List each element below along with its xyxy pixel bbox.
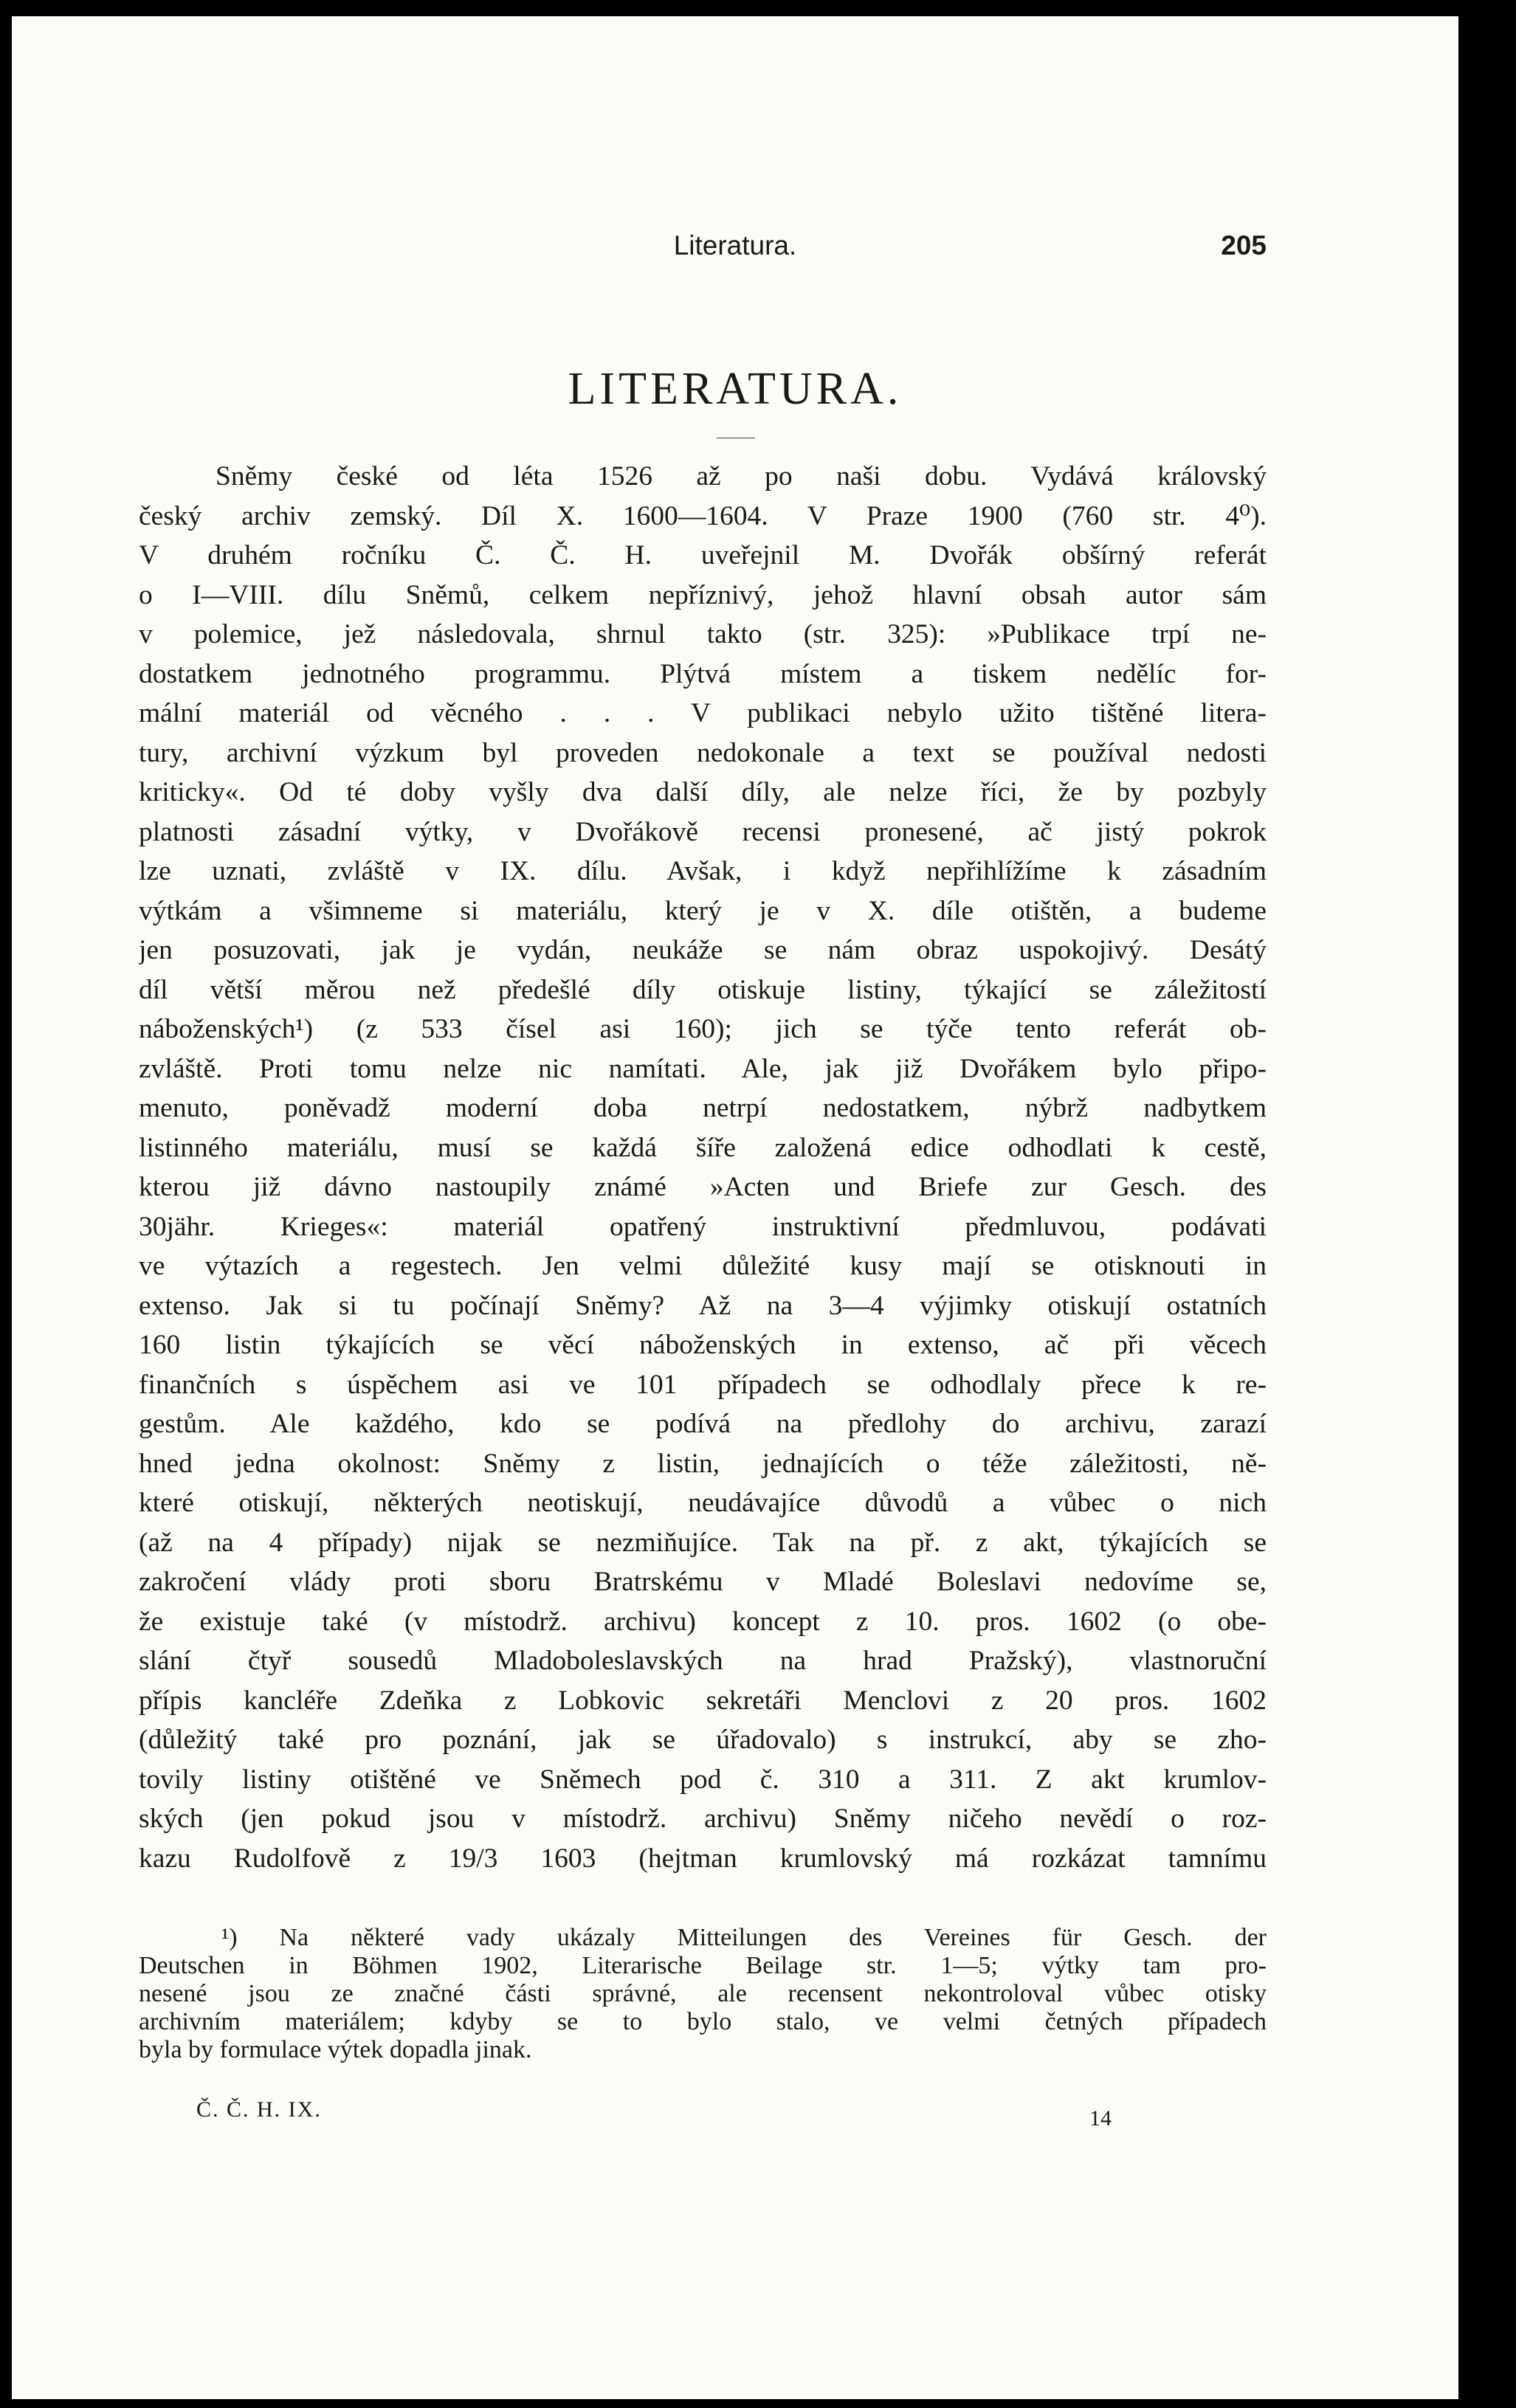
footnote-line: ¹) Na některé vady ukázaly Mitteilungen des Vereines für Gesch. der xyxy=(221,1924,1267,1951)
footnote-line: nesené jsou ze značné části správné, ale recensent nekontroloval vůbec otisky xyxy=(139,1980,1267,2007)
body-line: o I—VIII. dílu Sněmů, celkem nepříznivý, jehož hlavní obsah autor sám xyxy=(139,579,1267,610)
footnote-line: Deutschen in Böhmen 1902, Literarische Beilage str. 1—5; výtky tam pro- xyxy=(139,1952,1267,1979)
body-line: (až na 4 případy) nijak se nezmiňujíce. Tak na př. z akt, týkajících se xyxy=(139,1527,1267,1558)
body-line: finančních s úspěchem asi ve 101 případech se odhodlaly přece k re- xyxy=(139,1369,1267,1400)
body-line: přípis kancléře Zdeňka z Lobkovic sekretáři Menclovi z 20 pros. 1602 xyxy=(139,1685,1267,1716)
body-line: ských (jen pokud jsou v místodrž. archivu) Sněmy ničeho nevědí o roz- xyxy=(139,1804,1267,1834)
body-line: výtkám a všimneme si materiálu, který je v X. díle otištěn, a budeme xyxy=(139,895,1267,926)
body-line: které otiskují, některých neotiskují, neudávajíce důvodů a vůbec o nich xyxy=(139,1488,1267,1518)
body-line: kazu Rudolfově z 19/3 1603 (hejtman krumlovský má rozkázat tamnímu xyxy=(139,1843,1267,1874)
body-line: (důležitý také pro poznání, jak se úřadovalo) s instrukcí, aby se zho- xyxy=(139,1725,1267,1755)
page xyxy=(12,16,1458,2399)
body-line: slání čtyř sousedů Mladoboleslavských na hrad Pražský), vlastnoruční xyxy=(139,1646,1267,1676)
body-line: listinného materiálu, musí se každá šíře založená edice odhodlati k cestě, xyxy=(139,1132,1267,1163)
page-number: 205 xyxy=(1221,230,1267,261)
body-line: Sněmy české od léta 1526 až po naši dobu. Vydává královský xyxy=(216,461,1267,491)
signature-mark: Č. Č. H. IX. xyxy=(196,2097,322,2122)
body-line: že existuje také (v místodrž. archivu) koncept z 10. pros. 1602 (o obe- xyxy=(139,1606,1267,1637)
footnote-line: archivním materiálem; kdyby se to bylo stalo, ve velmi četných případech xyxy=(139,2008,1267,2035)
sheet-number: 14 xyxy=(1089,2106,1112,2131)
running-title: Literatura. xyxy=(673,230,797,261)
body-line: platnosti zásadní výtky, v Dvořákově recensi pronesené, ač jistý pokrok xyxy=(139,816,1267,847)
body-line: dostatkem jednotného programmu. Plýtvá místem a tiskem nedělíc for- xyxy=(139,658,1267,689)
footnote xyxy=(139,1924,1267,2064)
body-line: tury, archivní výzkum byl proveden nedokonale a text se používal nedosti xyxy=(139,737,1267,768)
body-line: zakročení vlády proti sboru Bratrskému v Mladé Boleslavi nedovíme se, xyxy=(139,1567,1267,1597)
body-line: extenso. Jak si tu počínají Sněmy? Až na 3—4 výjimky otiskují ostatních xyxy=(139,1290,1267,1321)
body-line: díl větší měrou než předešlé díly otiskuje listiny, týkající se záležitostí xyxy=(139,974,1267,1005)
body-line: ve výtazích a regestech. Jen velmi důležité kusy mají se otisknouti in xyxy=(139,1251,1267,1281)
body-line: jen posuzovati, jak je vydán, neukáže se nám obraz uspokojivý. Desátý xyxy=(139,935,1267,965)
body-line: tovily listiny otištěné ve Sněmech pod č. 310 a 311. Z akt krumlov- xyxy=(139,1764,1267,1795)
body-line: náboženských¹) (z 533 čísel asi 160); jich se týče tento referát ob- xyxy=(139,1014,1267,1044)
body-line: menuto, poněvadž moderní doba netrpí nedostatkem, nýbrž nadbytkem xyxy=(139,1093,1267,1123)
section-heading: LITERATURA. xyxy=(568,364,903,414)
body-line: lze uznati, zvláště v IX. dílu. Avšak, i když nepřihlížíme k zásadním xyxy=(139,856,1267,886)
body-line: 30jähr. Krieges«: materiál opatřený instruktivní předmluvou, podávati xyxy=(139,1211,1267,1242)
body-line: mální materiál od věcného . . . V publikaci nebylo užito tištěné litera- xyxy=(139,698,1267,728)
body-line: hned jedna okolnost: Sněmy z listin, jednajících o téže záležitosti, ně- xyxy=(139,1448,1267,1479)
footnote-line: byla by formulace výtek dopadla jinak. xyxy=(139,2036,532,2063)
body-text xyxy=(139,457,1267,1878)
body-line: český archiv zemský. Díl X. 1600—1604. V Praze 1900 (760 str. 4⁰). xyxy=(139,500,1267,531)
body-line: v polemice, jež následovala, shrnul takto (str. 325): »Publikace trpí ne- xyxy=(139,619,1267,649)
body-line: gestům. Ale každého, kdo se podívá na předlohy do archivu, zarazí xyxy=(139,1409,1267,1439)
body-line: kriticky«. Od té doby vyšly dva další díly, ale nelze říci, že by pozbyly xyxy=(139,777,1267,807)
body-line: V druhém ročníku Č. Č. H. uveřejnil M. Dvořák obšírný referát xyxy=(139,540,1267,570)
body-line: 160 listin týkajících se věcí náboženských in extenso, ač při věcech xyxy=(139,1330,1267,1360)
body-line: zvláště. Proti tomu nelze nic namítati. Ale, jak již Dvořákem bylo připo- xyxy=(139,1053,1267,1084)
body-line: kterou již dávno nastoupily známé »Acten und Briefe zur Gesch. des xyxy=(139,1172,1267,1202)
